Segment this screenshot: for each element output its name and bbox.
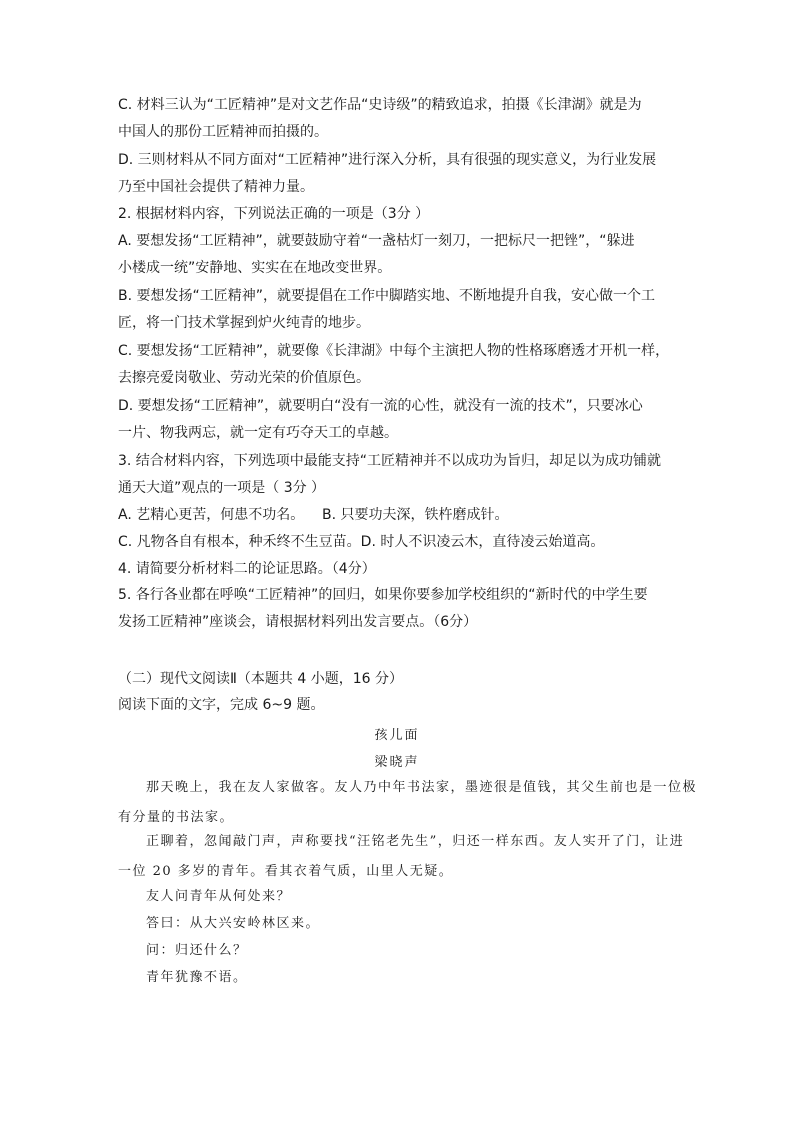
text-line: 答曰：从大兴安岭林区来。 xyxy=(146,916,321,931)
story-paragraph-2 xyxy=(118,827,698,887)
question-3-options-cd xyxy=(118,529,698,556)
text-line: 通天大道”观点的一项是（ 3分 ） xyxy=(118,480,326,496)
text-line: 4. 请简要分析材料二的论证思路。（4分） xyxy=(118,561,376,577)
text-line: 问：归还什么？ xyxy=(146,943,248,958)
story-paragraph-5 xyxy=(118,936,698,966)
text-line: D. 要想发扬“工匠精神”，就要明白“没有一流的心性，就没有一流的技术”，只要冰心 xyxy=(118,398,643,414)
question-2-option-b xyxy=(118,283,698,337)
question-3-options-ab xyxy=(118,502,698,529)
text-line: 匠，将一门技术掌握到炉火纯青的地步。 xyxy=(118,315,370,331)
text-line: 3. 结合材料内容，下列选项中最能支持“工匠精神并不以成功为旨归，却足以为成功铺就 xyxy=(118,453,662,469)
story-paragraph-1 xyxy=(118,773,698,833)
text-line: D. 三则材料从不同方面对“工匠精神”进行深入分析，具有很强的现实意义，为行业发展 xyxy=(118,152,657,168)
text-line: C. 要想发扬“工匠精神”，就要像《长津湖》中每个主演把人物的性格琢磨透才开机一样， xyxy=(118,343,670,359)
text-line: 2. 根据材料内容，下列说法正确的一项是（3分 ） xyxy=(118,206,430,222)
question-2-option-c xyxy=(118,338,698,392)
text-line: 青年犹豫不语。 xyxy=(146,970,248,985)
text-line: 发扬工匠精神”座谈会，请根据材料列出发言要点。（6分） xyxy=(118,614,478,630)
text-line: 正聊着，忽闻敲门声，声称要找“汪铭老先生”，归还一样东西。友人实开了门，让进 xyxy=(146,834,685,849)
text-line: 5. 各行各业都在呼唤“工匠精神”的回归，如果你要参加学校组织的“新时代的中学生要 xyxy=(118,587,648,603)
text-line: 一位 20 多岁的青年。看其衣着气质，山里人无疑。 xyxy=(118,864,454,879)
text-line: A. 要想发扬“工匠精神”，就要鼓励守着“一盏枯灯一刻刀，一把标尺一把锉”，“躲进 xyxy=(118,233,635,249)
text-line: 中国人的那份工匠精神而拍摄的。 xyxy=(118,124,328,140)
question-1-option-d xyxy=(118,147,698,201)
text-line: 友人问青年从何处来？ xyxy=(146,889,292,904)
text-line: 小楼成一统”安静地、实实在在地改变世界。 xyxy=(118,260,392,276)
text-line: 乃至中国社会提供了精神力量。 xyxy=(118,179,314,195)
question-4 xyxy=(118,556,698,583)
question-2-option-d xyxy=(118,393,698,447)
story-paragraph-6 xyxy=(118,963,698,993)
story-paragraph-4 xyxy=(118,909,698,939)
text-line: 有分量的书法家。 xyxy=(118,810,235,825)
text-line: 那天晚上，我在友人家做客。友人乃中年书法家，墨迹很是值钱，其父生前也是一位极 xyxy=(146,780,698,795)
text-line: C. 凡物各自有根本，种禾终不生豆苗。D. 时人不识凌云木，直待凌云始道高。 xyxy=(118,534,605,550)
text-line: B. 要想发扬“工匠精神”，就要提倡在工作中脚踏实地、不断地提升自我，安心做一个工 xyxy=(118,288,656,304)
section-heading: （二）现代文阅读Ⅱ（本题共 4 小题，16 分） xyxy=(118,671,403,687)
text-line: 去擦亮爱岗敬业、劳动光荣的价值原色。 xyxy=(118,370,370,386)
text-line: C. 材料三认为“工匠精神”是对文艺作品“史诗级”的精致追求，拍摄《长津湖》就是为 xyxy=(118,97,642,113)
question-5 xyxy=(118,582,698,636)
text-line: A. 艺精心更苦，何患不功名。 B. 只要功夫深，铁杵磨成针。 xyxy=(118,507,509,523)
story-title: 孩儿面 xyxy=(374,728,420,743)
question-1-option-c xyxy=(118,92,698,146)
story-paragraph-3 xyxy=(118,882,698,912)
question-2-option-a xyxy=(118,228,698,282)
text-line: 一片、物我两忘，就一定有巧夺天工的卓越。 xyxy=(118,425,398,441)
question-2-stem xyxy=(118,201,698,228)
story-author: 梁晓声 xyxy=(374,755,420,770)
question-3-stem xyxy=(118,448,698,502)
section-instruction: 阅读下面的文字，完成 6~9 题。 xyxy=(118,697,325,713)
